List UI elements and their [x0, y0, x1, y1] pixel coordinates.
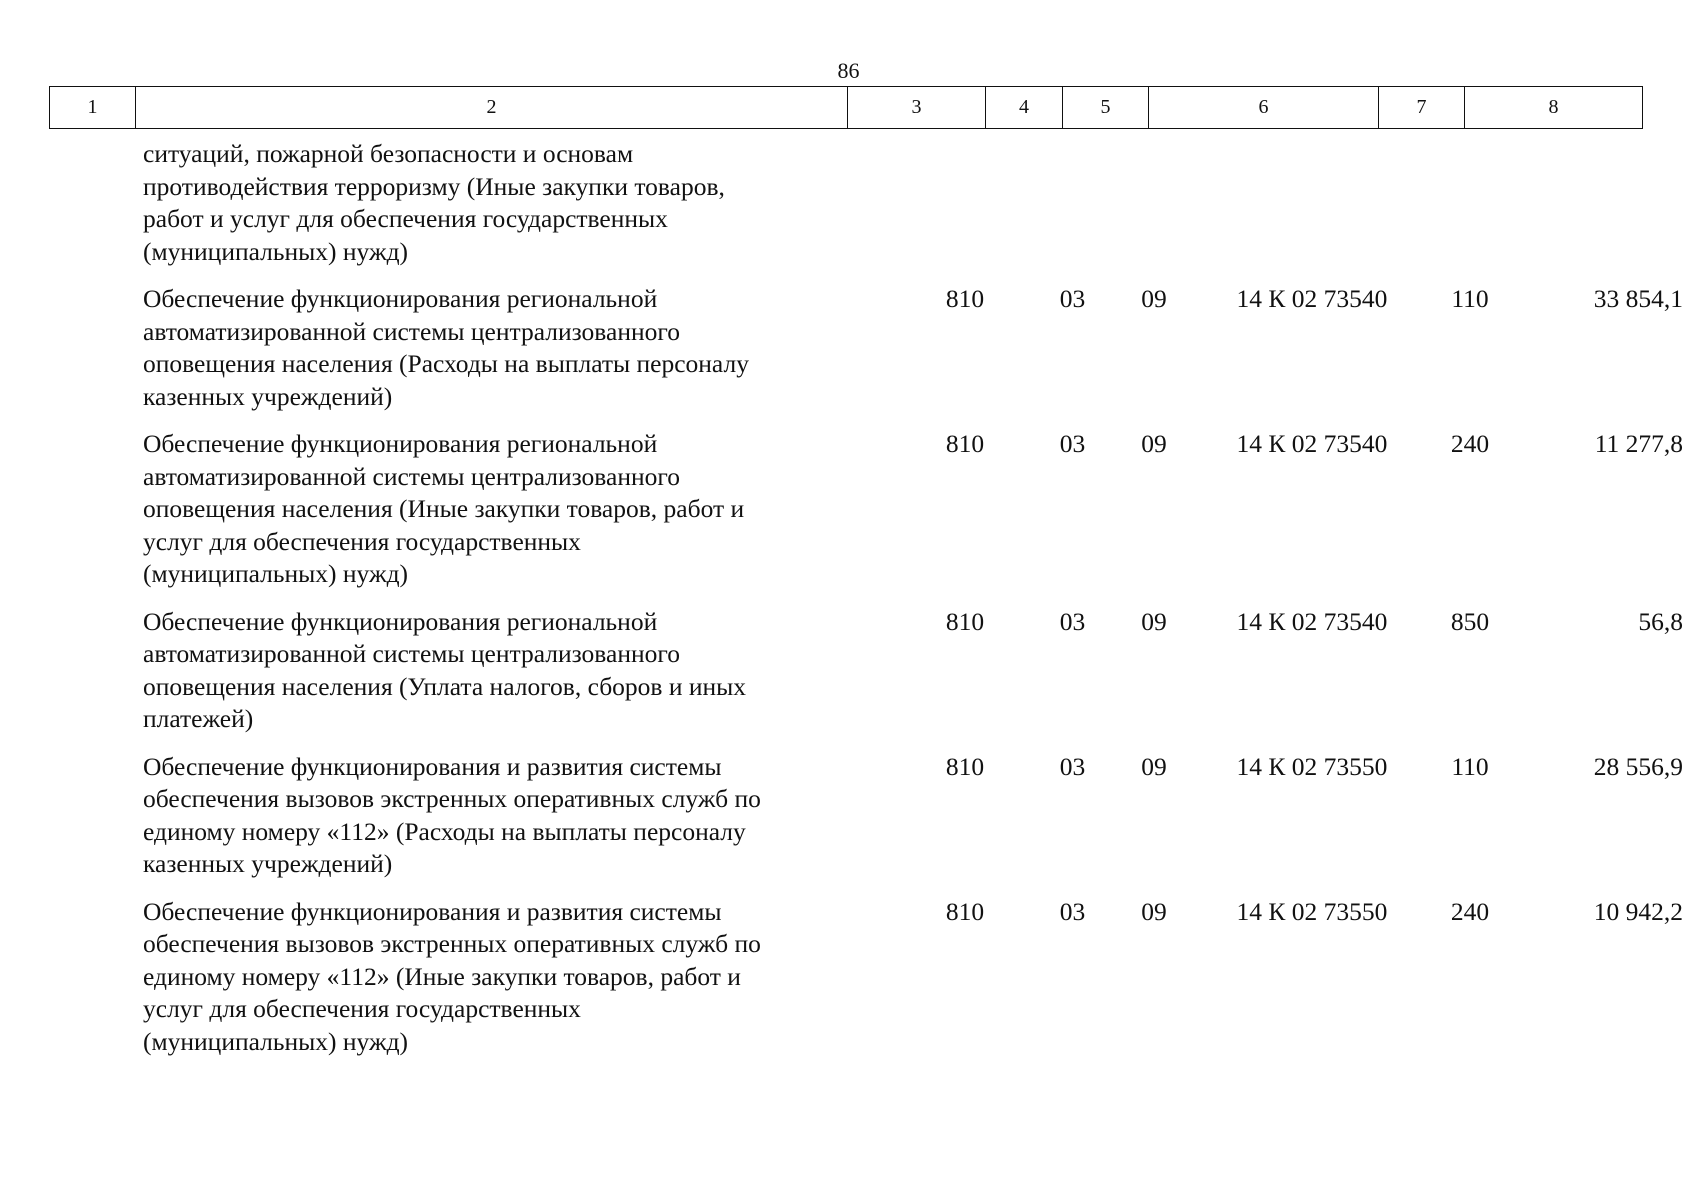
column-header-4: 4 [986, 87, 1063, 129]
page-number: 86 [837, 58, 860, 83]
table-row [49, 896, 1683, 1059]
row-code-6: 14 К 02 73540 [1236, 606, 1388, 636]
row-amount: 28 556,9 [1593, 751, 1683, 781]
row-code-4: 03 [1059, 606, 1086, 636]
row-description: Обеспечение функционирования региональной автоматизированной системы централизованного оповещения населения (Иные закупки товаров, работ и услуг для обеспечения государственных (муниципальных) нужд) [143, 429, 745, 588]
column-header-2: 2 [136, 87, 848, 129]
row-amount: 33 854,1 [1593, 284, 1683, 313]
row-code-6: 14 К 02 73550 [1236, 751, 1388, 781]
row-code-4: 03 [1059, 751, 1086, 781]
column-header-1: 1 [50, 87, 136, 129]
table-row [49, 751, 1683, 881]
row-code-7: 850 [1450, 606, 1490, 636]
row-code-7: 240 [1450, 896, 1490, 926]
column-header-7: 7 [1379, 87, 1465, 129]
table-row [49, 428, 1683, 591]
column-header-row [50, 87, 1643, 129]
row-code-3: 810 [945, 284, 985, 313]
column-header-5: 5 [1063, 87, 1149, 129]
column-header-6: 6 [1149, 87, 1379, 129]
row-code-5: 09 [1141, 751, 1167, 781]
row-code-6: 14 К 02 73540 [1236, 429, 1388, 458]
row-description: Обеспечение функционирования и развития системы обеспечения вызовов экстренных оперативных служб по единому номеру «112» (Иные закупки товаров, работ и услуг для обеспечения государственных (муниципальных) нужд) [143, 896, 761, 1056]
row-code-7: 110 [1451, 751, 1489, 781]
column-header-table [49, 86, 1643, 129]
row-code-7: 110 [1451, 284, 1489, 313]
row-code-3: 810 [945, 429, 985, 458]
table-body [49, 138, 1683, 1058]
row-amount: 11 277,8 [1594, 429, 1683, 458]
row-code-5: 09 [1141, 896, 1167, 926]
row-amount: 56,8 [1638, 606, 1683, 636]
row-description: Обеспечение функционирования региональной автоматизированной системы централизованного оповещения населения (Расходы на выплаты персоналу казенных учреждений) [143, 284, 749, 411]
row-code-7: 240 [1450, 429, 1490, 458]
row-code-3: 810 [945, 606, 985, 636]
column-header-8: 8 [1465, 87, 1643, 129]
row-description: ситуаций, пожарной безопасности и основам противодействия терроризму (Иные закупки товаров, работ и услуг для обеспечения государственных (муниципальных) нужд) [143, 139, 725, 266]
row-code-3: 810 [945, 896, 985, 926]
row-amount: 10 942,2 [1593, 896, 1683, 926]
row-code-3: 810 [945, 751, 985, 781]
table-row [49, 283, 1683, 413]
row-code-6: 14 К 02 73540 [1236, 284, 1388, 313]
row-code-4: 03 [1059, 284, 1086, 313]
row-code-5: 09 [1141, 606, 1167, 636]
row-code-6: 14 К 02 73550 [1236, 896, 1388, 926]
table-row [49, 138, 1642, 268]
row-code-4: 03 [1059, 429, 1086, 458]
row-description: Обеспечение функционирования региональной автоматизированной системы централизованного оповещения населения (Уплата налогов, сборов и иных платежей) [143, 606, 747, 733]
row-code-5: 09 [1141, 429, 1167, 458]
column-header-3: 3 [848, 87, 986, 129]
table-row [49, 606, 1683, 736]
row-description: Обеспечение функционирования и развития системы обеспечения вызовов экстренных оперативных служб по единому номеру «112» (Расходы на выплаты персоналу казенных учреждений) [143, 751, 761, 878]
row-code-5: 09 [1141, 284, 1167, 313]
row-code-4: 03 [1059, 896, 1086, 926]
